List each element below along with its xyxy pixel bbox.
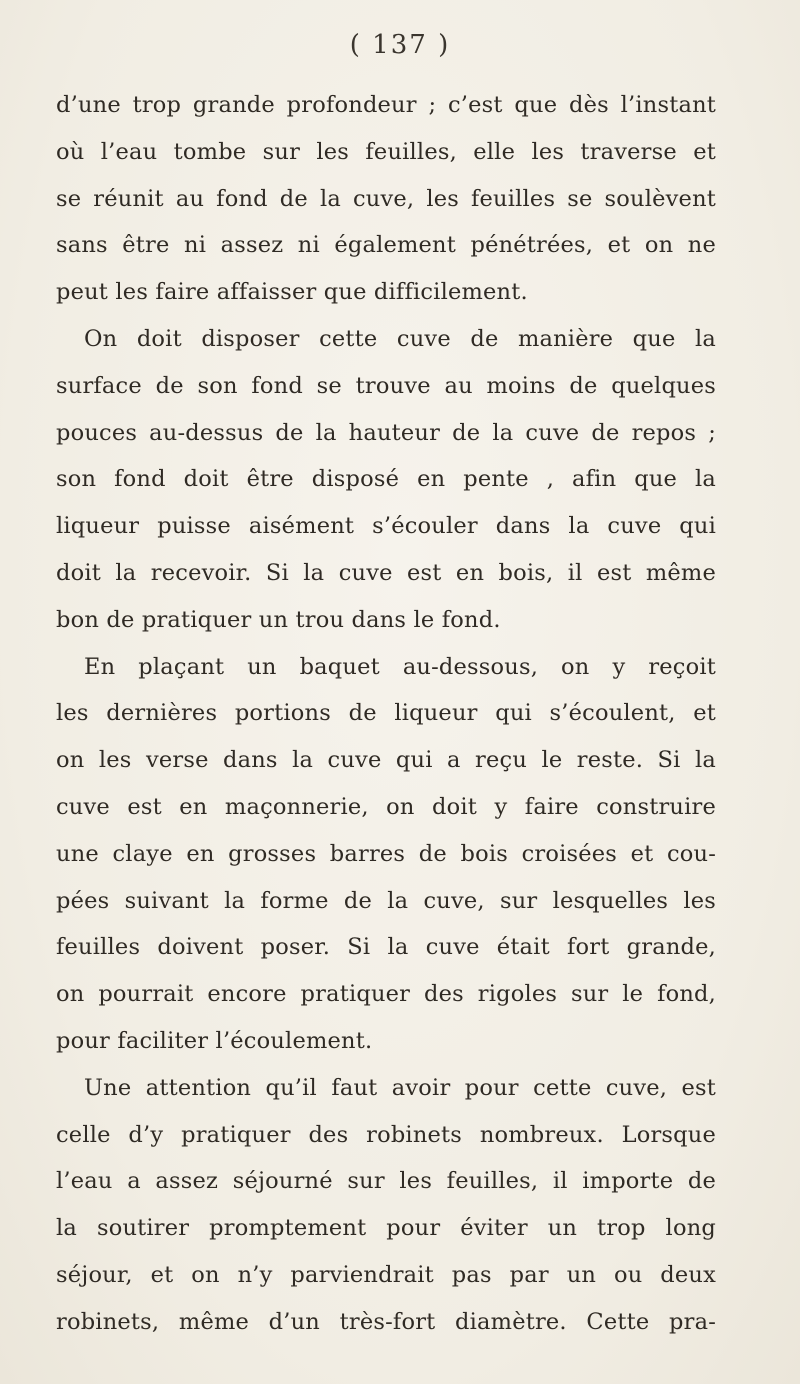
text-line: surface de son fond se trouve au moins de quelques	[56, 372, 716, 399]
text-line: bon de pratiquer un trou dans le fond.	[56, 606, 501, 633]
text-line: on pourrait encore pratiquer des rigoles sur le fond,	[56, 981, 716, 1008]
text-line: d’une trop grande profondeur ; c’est que dès l’instant	[56, 92, 716, 118]
text-line: doit la recevoir. Si la cuve est en bois, il est même	[56, 559, 716, 586]
text-line: séjour, et on n’y parviendrait pas par un ou deux	[56, 1261, 716, 1288]
text-line: une claye en grosses barres de bois croisées et cou-	[56, 840, 716, 867]
text-line: pouces au-dessus de la hauteur de la cuve de repos ;	[56, 419, 716, 446]
paragraph-start-line: En plaçant un baquet au-dessous, on y reçoit	[84, 653, 716, 680]
text-line: se réunit au fond de la cuve, les feuilles se soulèvent	[56, 185, 716, 212]
text-line: son fond doit être disposé en pente , afin que la	[56, 466, 716, 493]
page-number-header: ( 137 )	[349, 30, 451, 60]
text-line: celle d’y pratiquer des robinets nombreux. Lorsque	[56, 1121, 716, 1148]
text-line: cuve est en maçonnerie, on doit y faire construire	[56, 793, 716, 820]
paragraph-start-line: Une attention qu’il faut avoir pour cette cuve, est	[84, 1074, 716, 1101]
text-line: peut les faire affaisser que difficilement.	[56, 279, 528, 306]
text-line: robinets, même d’un très-fort diamètre. Cette pra-	[56, 1308, 716, 1335]
text-line: pour faciliter l’écoulement.	[56, 1027, 373, 1054]
text-line: on les verse dans la cuve qui a reçu le reste. Si la	[56, 747, 716, 774]
text-line: sans être ni assez ni également pénétrées, et on ne	[56, 232, 716, 259]
text-line: les dernières portions de liqueur qui s’écoulent, et	[56, 700, 716, 727]
text-line: la soutirer promptement pour éviter un trop long	[56, 1215, 716, 1242]
text-line: feuilles doivent poser. Si la cuve était fort grande,	[56, 934, 716, 961]
text-line: où l’eau tombe sur les feuilles, elle les traverse et	[56, 138, 716, 165]
text-line: liqueur puisse aisément s’écouler dans la cuve qui	[56, 513, 716, 540]
paragraph-start-line: On doit disposer cette cuve de manière que la	[84, 325, 716, 352]
text-line: l’eau a assez séjourné sur les feuilles, il importe de	[56, 1168, 716, 1195]
body-text	[56, 82, 716, 1346]
text-line: pées suivant la forme de la cuve, sur lesquelles les	[56, 887, 716, 914]
